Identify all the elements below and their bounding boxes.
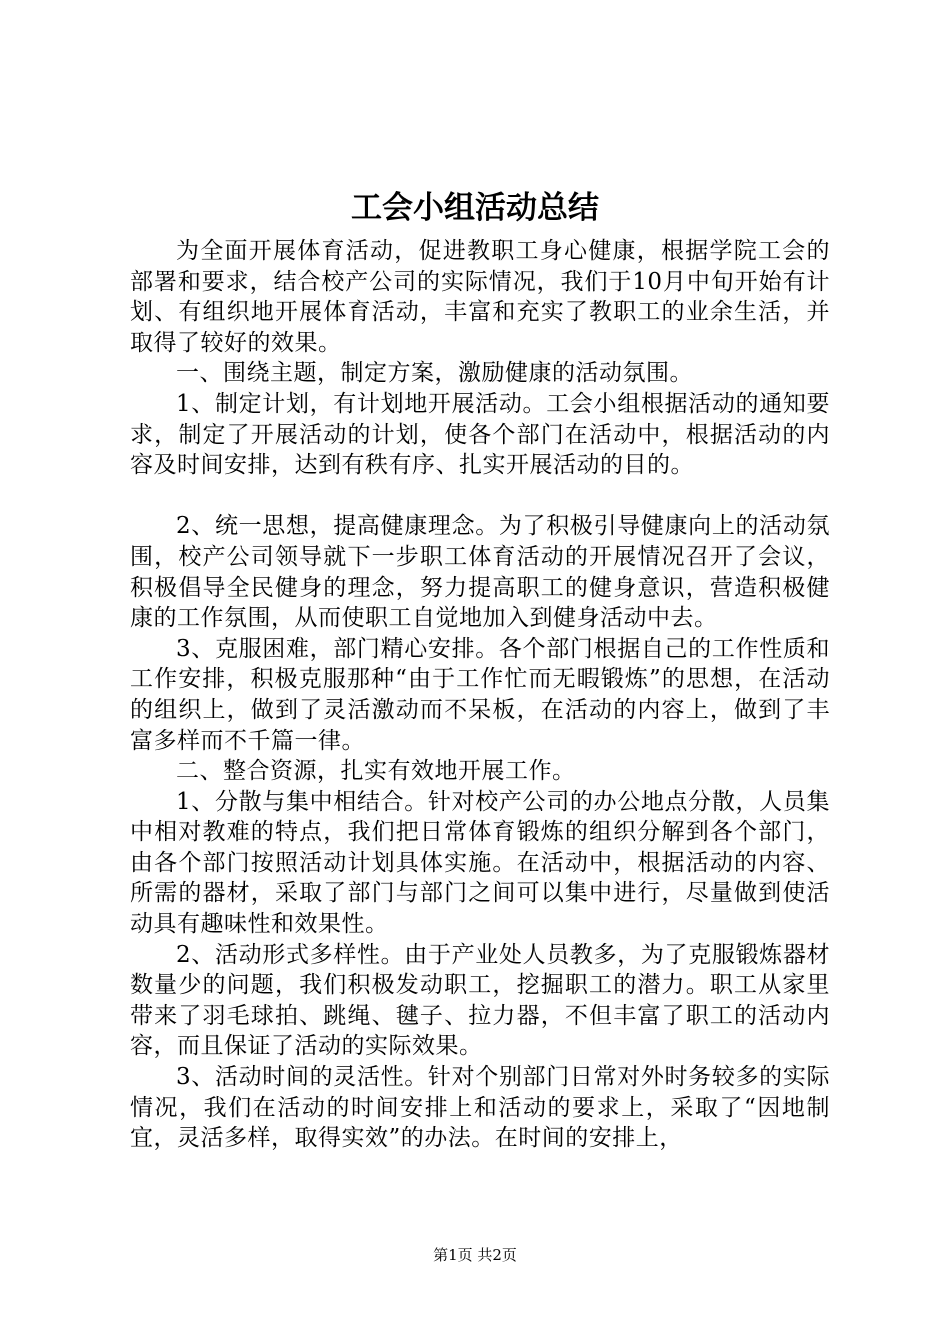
page-footer: 第1页 共2页 — [433, 1246, 517, 1264]
document-body — [130, 236, 830, 1154]
intro-paragraph: 为全面开展体育活动，促进教职工身心健康，根据学院工会的部署和要求，结合校产公司的实际情况，我们于10月中旬开始有计划、有组织地开展体育活动，丰富和充实了教职工的业余生活，并取得了较好的效果。 — [130, 238, 830, 356]
section-heading-2: 二、整合资源，扎实有效地开展工作。 — [176, 758, 576, 785]
document-title: 工会小组活动总结 — [351, 190, 599, 226]
paragraph-1-3: 3、克服困难，部门精心安排。各个部门根据自己的工作性质和工作安排，积极克服那种“由于工作忙而无暇锻炼”的思想，在活动的组织上，做到了灵活激动而不呆板，在活动的内容上，做到了丰富多样而不千篇一律。 — [130, 635, 830, 754]
paragraph-2-2: 2、活动形式多样性。由于产业处人员教多，为了克服锻炼器材数量少的问题，我们积极发动职工，挖掘职工的潜力。职工从家里带来了羽毛球拍、跳绳、毽子、拉力器，不但丰富了职工的活动内容，而且保证了活动的实际效果。 — [130, 941, 830, 1060]
paragraph-2-3: 3、活动时间的灵活性。针对个别部门日常对外时务较多的实际情况，我们在活动的时间安排上和活动的要求上，采取了“因地制宜，灵活多样，取得实效”的办法。在时间的安排上， — [130, 1064, 830, 1152]
paragraph-1-1: 1、制定计划，有计划地开展活动。工会小组根据活动的通知要求，制定了开展活动的计划，使各个部门在活动中，根据活动的内容及时间安排，达到有秩有序、扎实开展活动的目的。 — [130, 390, 830, 479]
blank-line — [130, 481, 830, 512]
paragraph-1-2: 2、统一思想，提高健康理念。为了积极引导健康向上的活动氛围，校产公司领导就下一步职工体育活动的开展情况召开了会议，积极倡导全民健身的理念，努力提高职工的健身意识，营造积极健康的工作氛围，从而使职工自觉地加入到健身活动中去。 — [130, 513, 830, 632]
section-heading-1: 一、围绕主题，制定方案，激励健康的活动氛围。 — [176, 360, 693, 387]
paragraph-2-1: 1、分散与集中相结合。针对校产公司的办公地点分散，人员集中相对教难的特点，我们把日常体育锻炼的组织分解到各个部门，由各个部门按照活动计划具体实施。在活动中，根据活动的内容、所需的器材，采取了部门与部门之间可以集中进行，尽量做到使活动具有趣味性和效果性。 — [130, 788, 830, 938]
